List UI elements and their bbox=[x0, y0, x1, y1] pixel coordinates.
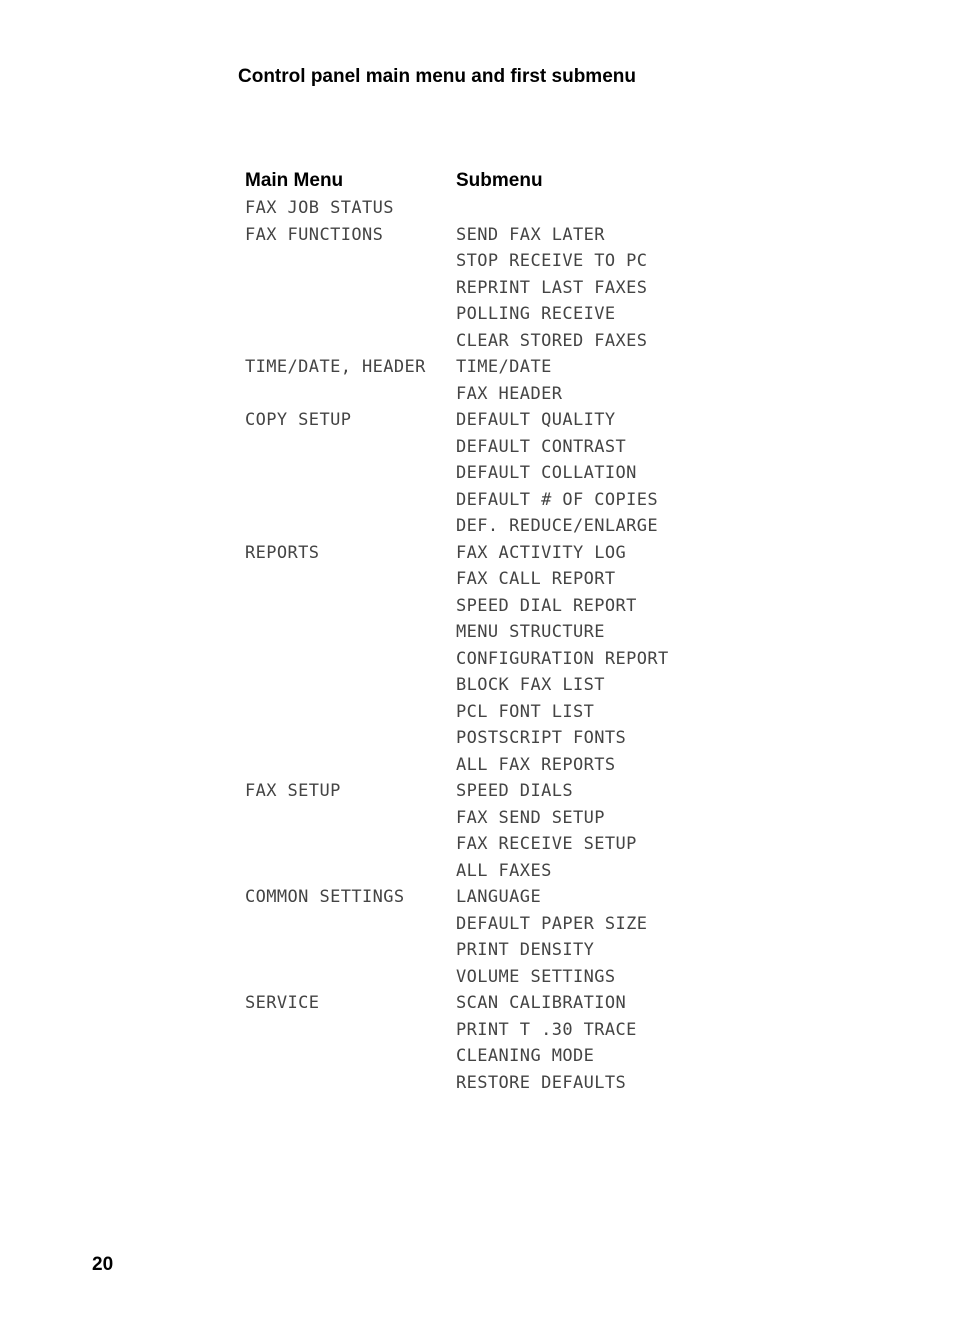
table-row bbox=[245, 195, 669, 222]
table-row bbox=[245, 911, 669, 938]
main-menu-cell bbox=[245, 381, 456, 408]
submenu-cell: FAX HEADER bbox=[456, 383, 563, 404]
table-row bbox=[245, 381, 669, 408]
submenu-cell: CLEANING MODE bbox=[456, 1046, 595, 1067]
submenu-cell: POSTSCRIPT FONTS bbox=[456, 728, 627, 749]
main-menu-cell bbox=[245, 858, 456, 885]
main-menu-cell bbox=[245, 699, 456, 726]
submenu-cell: DEFAULT CONTRAST bbox=[456, 436, 627, 457]
table-row bbox=[245, 778, 669, 805]
main-menu-cell bbox=[245, 460, 456, 487]
submenu-cell: LANGUAGE bbox=[456, 887, 542, 908]
main-menu-cell bbox=[245, 248, 456, 275]
submenu-cell: TIME/DATE bbox=[456, 357, 552, 378]
main-menu-cell: SERVICE bbox=[245, 993, 320, 1014]
submenu-cell: CONFIGURATION REPORT bbox=[456, 648, 669, 669]
table-row bbox=[245, 937, 669, 964]
column-header-main-menu: Main Menu bbox=[245, 169, 344, 191]
page-heading: Control panel main menu and first submenu bbox=[238, 66, 636, 87]
page-number: 20 bbox=[92, 1254, 114, 1275]
table-row bbox=[245, 1070, 669, 1097]
table-row bbox=[245, 725, 669, 752]
submenu-cell: SPEED DIALS bbox=[456, 781, 573, 802]
main-menu-cell: REPORTS bbox=[245, 542, 320, 563]
main-menu-cell bbox=[245, 964, 456, 991]
main-menu-cell bbox=[245, 911, 456, 938]
main-menu-cell bbox=[245, 301, 456, 328]
main-menu-cell bbox=[245, 513, 456, 540]
main-menu-cell bbox=[245, 434, 456, 461]
menu-body bbox=[245, 195, 669, 1096]
table-row bbox=[245, 248, 669, 275]
submenu-cell: FAX RECEIVE SETUP bbox=[456, 834, 637, 855]
submenu-cell: DEFAULT PAPER SIZE bbox=[456, 913, 648, 934]
table-row bbox=[245, 831, 669, 858]
submenu-cell: PRINT T .30 TRACE bbox=[456, 1019, 637, 1040]
submenu-cell: SEND FAX LATER bbox=[456, 224, 605, 245]
main-menu-cell bbox=[245, 1017, 456, 1044]
table-row bbox=[245, 354, 669, 381]
table-row bbox=[245, 646, 669, 673]
table-row bbox=[245, 884, 669, 911]
submenu-cell: BLOCK FAX LIST bbox=[456, 675, 605, 696]
submenu-cell: FAX ACTIVITY LOG bbox=[456, 542, 627, 563]
table-row bbox=[245, 566, 669, 593]
table-row bbox=[245, 487, 669, 514]
submenu-cell: DEF. REDUCE/ENLARGE bbox=[456, 516, 659, 537]
menu-table bbox=[245, 166, 669, 1096]
submenu-cell: SCAN CALIBRATION bbox=[456, 993, 627, 1014]
submenu-cell: SPEED DIAL REPORT bbox=[456, 595, 637, 616]
table-row bbox=[245, 222, 669, 249]
main-menu-cell: FAX FUNCTIONS bbox=[245, 224, 384, 245]
submenu-cell: REPRINT LAST FAXES bbox=[456, 277, 648, 298]
table-row bbox=[245, 964, 669, 991]
table-row bbox=[245, 805, 669, 832]
main-menu-cell bbox=[245, 619, 456, 646]
main-menu-cell bbox=[245, 646, 456, 673]
submenu-cell: RESTORE DEFAULTS bbox=[456, 1072, 627, 1093]
main-menu-cell bbox=[245, 566, 456, 593]
table-row bbox=[245, 752, 669, 779]
submenu-cell: VOLUME SETTINGS bbox=[456, 966, 616, 987]
submenu-cell: POLLING RECEIVE bbox=[456, 304, 616, 325]
main-menu-cell bbox=[245, 328, 456, 355]
table-row bbox=[245, 407, 669, 434]
table-row bbox=[245, 275, 669, 302]
table-row bbox=[245, 858, 669, 885]
table-row bbox=[245, 699, 669, 726]
submenu-cell: DEFAULT COLLATION bbox=[456, 463, 637, 484]
main-menu-cell bbox=[245, 831, 456, 858]
main-menu-cell bbox=[245, 1043, 456, 1070]
main-menu-cell bbox=[245, 725, 456, 752]
main-menu-cell: FAX SETUP bbox=[245, 781, 341, 802]
main-menu-cell bbox=[245, 275, 456, 302]
submenu-cell: STOP RECEIVE TO PC bbox=[456, 251, 648, 272]
table-row bbox=[245, 540, 669, 567]
table-row bbox=[245, 593, 669, 620]
submenu-cell: PRINT DENSITY bbox=[456, 940, 595, 961]
main-menu-cell bbox=[245, 805, 456, 832]
submenu-cell: FAX SEND SETUP bbox=[456, 807, 605, 828]
submenu-cell: MENU STRUCTURE bbox=[456, 622, 605, 643]
main-menu-cell: COMMON SETTINGS bbox=[245, 887, 405, 908]
submenu-cell: PCL FONT LIST bbox=[456, 701, 595, 722]
table-row bbox=[245, 990, 669, 1017]
main-menu-cell: TIME/DATE, HEADER bbox=[245, 357, 426, 378]
header-row bbox=[245, 166, 669, 195]
main-menu-cell bbox=[245, 752, 456, 779]
main-menu-cell: FAX JOB STATUS bbox=[245, 198, 394, 219]
table-row bbox=[245, 460, 669, 487]
submenu-cell: ALL FAXES bbox=[456, 860, 552, 881]
submenu-cell: CLEAR STORED FAXES bbox=[456, 330, 648, 351]
column-header-submenu: Submenu bbox=[456, 169, 543, 191]
submenu-cell: DEFAULT QUALITY bbox=[456, 410, 616, 431]
main-menu-cell bbox=[245, 672, 456, 699]
main-menu-cell: COPY SETUP bbox=[245, 410, 352, 431]
table-row bbox=[245, 328, 669, 355]
table-row bbox=[245, 619, 669, 646]
submenu-cell: DEFAULT # OF COPIES bbox=[456, 489, 659, 510]
table-row bbox=[245, 672, 669, 699]
table-row bbox=[245, 1017, 669, 1044]
table-row bbox=[245, 1043, 669, 1070]
main-menu-cell bbox=[245, 487, 456, 514]
main-menu-cell bbox=[245, 937, 456, 964]
submenu-cell bbox=[456, 195, 669, 222]
table-row bbox=[245, 434, 669, 461]
main-menu-cell bbox=[245, 593, 456, 620]
table-row bbox=[245, 301, 669, 328]
table-row bbox=[245, 513, 669, 540]
main-menu-cell bbox=[245, 1070, 456, 1097]
submenu-cell: FAX CALL REPORT bbox=[456, 569, 616, 590]
submenu-cell: ALL FAX REPORTS bbox=[456, 754, 616, 775]
